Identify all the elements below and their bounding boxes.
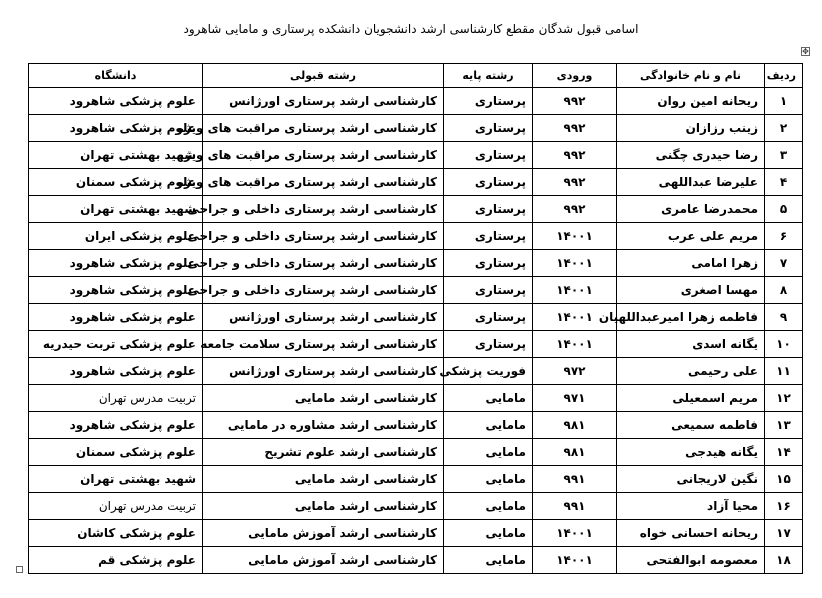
cell-base-field: مامایی [444, 493, 533, 520]
cell-accepted-field: کارشناسی ارشد مشاوره در مامایی [203, 412, 444, 439]
cell-year: ۹۹۲ [533, 196, 617, 223]
table-row [29, 547, 803, 574]
table-row [29, 439, 803, 466]
cell-university: تربیت مدرس تهران [29, 493, 203, 520]
cell-base-field: پرستاری [444, 223, 533, 250]
cell-name: ریحانه امین روان [617, 88, 765, 115]
cell-base-field: پرستاری [444, 250, 533, 277]
cell-name: ریحانه احسانی خواه [617, 520, 765, 547]
cell-university: تربیت مدرس تهران [29, 385, 203, 412]
admissions-table [28, 63, 803, 574]
cell-year: ۹۹۱ [533, 466, 617, 493]
cell-row-number: ۱۷ [765, 520, 803, 547]
cell-accepted-field: کارشناسی ارشد علوم تشریح [203, 439, 444, 466]
cell-university: علوم پزشکی شاهرود [29, 88, 203, 115]
header-year: ورودی [533, 64, 617, 88]
cell-base-field: پرستاری [444, 331, 533, 358]
cell-base-field: پرستاری [444, 196, 533, 223]
header-name: نام و نام خانوادگی [617, 64, 765, 88]
table-row [29, 466, 803, 493]
header-accepted-field: رشته قبولی [203, 64, 444, 88]
table-row [29, 142, 803, 169]
cell-name: علیرضا عبداللهی [617, 169, 765, 196]
table-row [29, 88, 803, 115]
header-base-field: رشته پایه [444, 64, 533, 88]
cell-name: مریم اسمعیلی [617, 385, 765, 412]
cell-name: زینب رزازان [617, 115, 765, 142]
table-resize-handle[interactable] [16, 566, 23, 573]
cell-name: معصومه ابوالفتحی [617, 547, 765, 574]
cell-accepted-field: کارشناسی ارشد پرستاری داخلی و جراحی [203, 223, 444, 250]
cell-accepted-field: کارشناسی ارشد پرستاری اورژانس [203, 88, 444, 115]
table-row [29, 196, 803, 223]
table-row [29, 385, 803, 412]
cell-year: ۱۴۰۰۱ [533, 223, 617, 250]
table-header-row [29, 64, 803, 88]
cell-accepted-field: کارشناسی ارشد آموزش مامایی [203, 520, 444, 547]
cell-name: علی رحیمی [617, 358, 765, 385]
cell-row-number: ۲ [765, 115, 803, 142]
cell-base-field: پرستاری [444, 304, 533, 331]
cell-university: علوم پزشکی شاهرود [29, 412, 203, 439]
table-row [29, 520, 803, 547]
cell-base-field: مامایی [444, 412, 533, 439]
cell-accepted-field: کارشناسی ارشد پرستاری اورژانس [203, 304, 444, 331]
cell-accepted-field: کارشناسی ارشد پرستاری مراقبت های ویژه [203, 169, 444, 196]
cell-row-number: ۵ [765, 196, 803, 223]
cell-accepted-field: کارشناسی ارشد پرستاری داخلی و جراحی [203, 196, 444, 223]
cell-year: ۹۹۲ [533, 115, 617, 142]
cell-base-field: پرستاری [444, 88, 533, 115]
cell-row-number: ۹ [765, 304, 803, 331]
cell-row-number: ۱۲ [765, 385, 803, 412]
cell-accepted-field: کارشناسی ارشد پرستاری اورژانس [203, 358, 444, 385]
cell-name: محیا آزاد [617, 493, 765, 520]
cell-base-field: مامایی [444, 547, 533, 574]
cell-base-field: مامایی [444, 439, 533, 466]
cell-accepted-field: کارشناسی ارشد پرستاری داخلی و جراحی [203, 277, 444, 304]
table-row [29, 250, 803, 277]
header-university: دانشگاه [29, 64, 203, 88]
cell-university: علوم پزشکی شاهرود [29, 115, 203, 142]
table-row [29, 223, 803, 250]
table-row [29, 115, 803, 142]
cell-year: ۹۹۱ [533, 493, 617, 520]
cell-accepted-field: کارشناسی ارشد مامایی [203, 385, 444, 412]
cell-year: ۹۷۲ [533, 358, 617, 385]
cell-year: ۱۴۰۰۱ [533, 331, 617, 358]
cell-university: علوم پزشکی قم [29, 547, 203, 574]
cell-year: ۹۷۱ [533, 385, 617, 412]
document-title: اسامی قبول شدگان مقطع کارشناسی ارشد دانشجویان دانشکده پرستاری و مامایی شاهرود [183, 22, 639, 36]
cell-row-number: ۱۰ [765, 331, 803, 358]
cell-university: شهید بهشتی تهران [29, 196, 203, 223]
cell-name: مهسا اصغری [617, 277, 765, 304]
cell-university: علوم پزشکی تربت حیدریه [29, 331, 203, 358]
cell-year: ۹۹۲ [533, 169, 617, 196]
cell-university: علوم پزشکی کاشان [29, 520, 203, 547]
cell-year: ۹۸۱ [533, 439, 617, 466]
cell-row-number: ۱۳ [765, 412, 803, 439]
cell-accepted-field: کارشناسی ارشد پرستاری مراقبت های ویژه [203, 142, 444, 169]
table-body [29, 88, 803, 574]
cell-row-number: ۱۸ [765, 547, 803, 574]
cell-accepted-field: کارشناسی ارشد آموزش مامایی [203, 547, 444, 574]
cell-name: مریم علی عرب [617, 223, 765, 250]
cell-row-number: ۱ [765, 88, 803, 115]
cell-row-number: ۴ [765, 169, 803, 196]
cell-base-field: پرستاری [444, 142, 533, 169]
cell-year: ۱۴۰۰۱ [533, 304, 617, 331]
table-move-handle-icon[interactable]: ✥ [802, 47, 809, 56]
cell-year: ۹۹۲ [533, 142, 617, 169]
header-row-number: ردیف [765, 64, 803, 88]
cell-name: رضا حیدری چگنی [617, 142, 765, 169]
cell-university: شهید بهشتی تهران [29, 142, 203, 169]
cell-base-field: مامایی [444, 520, 533, 547]
cell-accepted-field: کارشناسی ارشد پرستاری سلامت جامعه [203, 331, 444, 358]
cell-accepted-field: کارشناسی ارشد مامایی [203, 493, 444, 520]
cell-base-field: مامایی [444, 385, 533, 412]
cell-base-field: فوریت پزشکی [444, 358, 533, 385]
table-row [29, 412, 803, 439]
table-row [29, 277, 803, 304]
cell-row-number: ۸ [765, 277, 803, 304]
cell-accepted-field: کارشناسی ارشد مامایی [203, 466, 444, 493]
cell-university: شهید بهشتی تهران [29, 466, 203, 493]
cell-year: ۹۹۲ [533, 88, 617, 115]
cell-accepted-field: کارشناسی ارشد پرستاری مراقبت های ویژه [203, 115, 444, 142]
cell-university: علوم پزشکی سمنان [29, 169, 203, 196]
cell-year: ۱۴۰۰۱ [533, 250, 617, 277]
table-row [29, 358, 803, 385]
cell-year: ۱۴۰۰۱ [533, 277, 617, 304]
cell-accepted-field: کارشناسی ارشد پرستاری داخلی و جراحی [203, 250, 444, 277]
cell-base-field: پرستاری [444, 277, 533, 304]
cell-base-field: مامایی [444, 466, 533, 493]
cell-base-field: پرستاری [444, 169, 533, 196]
table-row [29, 493, 803, 520]
cell-year: ۱۴۰۰۱ [533, 547, 617, 574]
cell-name: یگانه هیدجی [617, 439, 765, 466]
cell-row-number: ۱۴ [765, 439, 803, 466]
table-row [29, 331, 803, 358]
cell-row-number: ۶ [765, 223, 803, 250]
cell-name: محمدرضا عامری [617, 196, 765, 223]
cell-row-number: ۳ [765, 142, 803, 169]
cell-row-number: ۱۱ [765, 358, 803, 385]
cell-base-field: پرستاری [444, 115, 533, 142]
table-row [29, 304, 803, 331]
cell-university: علوم پزشکی شاهرود [29, 358, 203, 385]
cell-row-number: ۷ [765, 250, 803, 277]
cell-name: فاطمه سمیعی [617, 412, 765, 439]
cell-name: نگین لاریجانی [617, 466, 765, 493]
cell-university: علوم پزشکی ایران [29, 223, 203, 250]
cell-university: علوم پزشکی شاهرود [29, 304, 203, 331]
cell-row-number: ۱۵ [765, 466, 803, 493]
table-row [29, 169, 803, 196]
cell-name: فاطمه زهرا امیرعبداللهیان [617, 304, 765, 331]
cell-year: ۱۴۰۰۱ [533, 520, 617, 547]
cell-name: زهرا امامی [617, 250, 765, 277]
cell-university: علوم پزشکی سمنان [29, 439, 203, 466]
cell-university: علوم پزشکی شاهرود [29, 250, 203, 277]
cell-name: یگانه اسدی [617, 331, 765, 358]
cell-university: علوم پزشکی شاهرود [29, 277, 203, 304]
cell-year: ۹۸۱ [533, 412, 617, 439]
cell-row-number: ۱۶ [765, 493, 803, 520]
